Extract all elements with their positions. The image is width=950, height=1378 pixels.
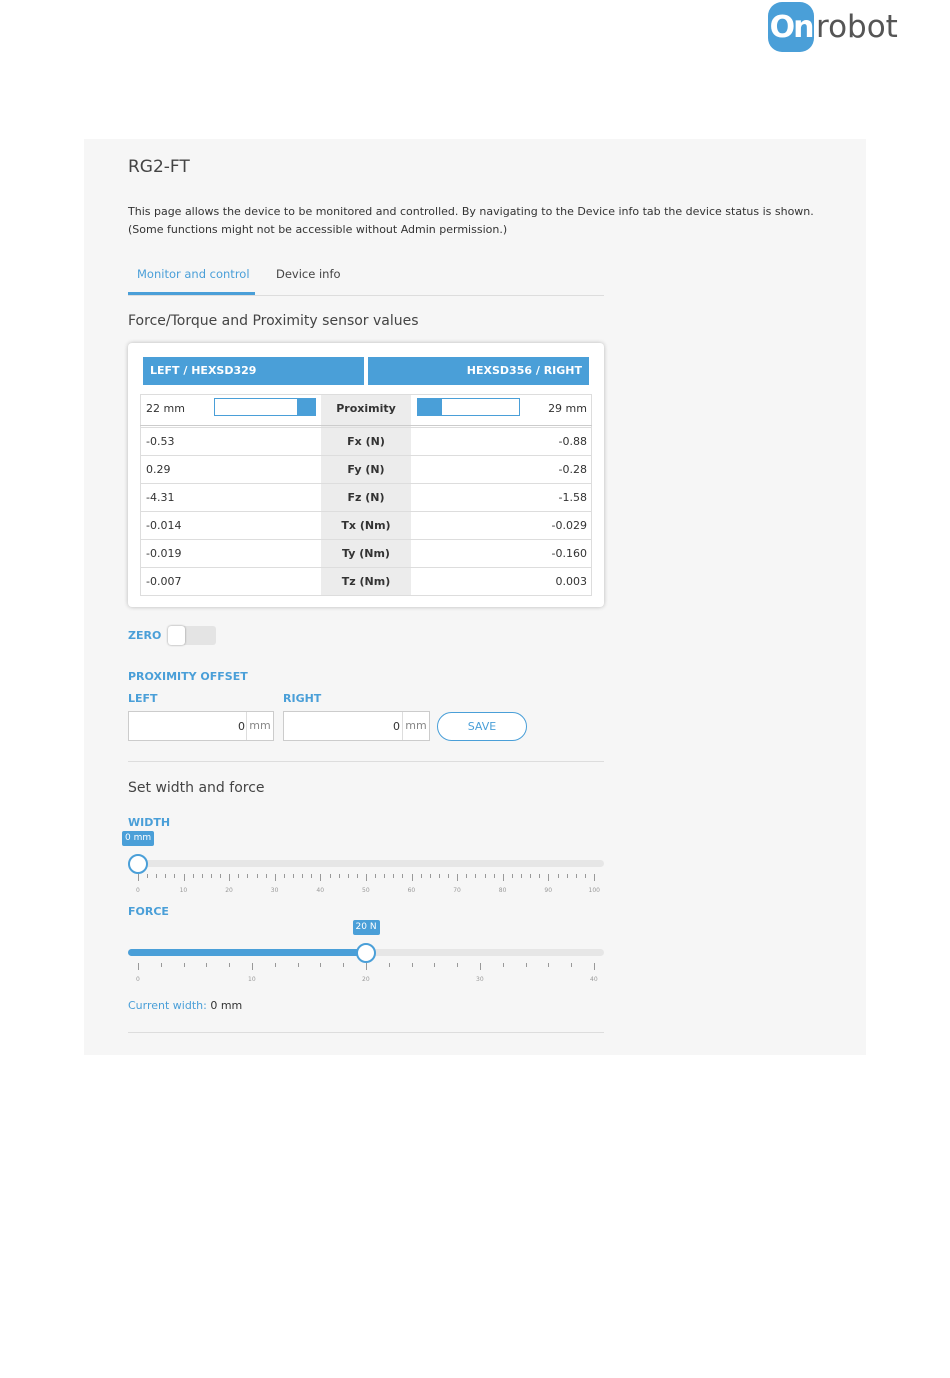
slider-tick [293,874,294,878]
sensor-section-title: Force/Torque and Proximity sensor values [128,313,419,329]
width-force-section-title: Set width and force [128,780,265,796]
page-description [128,203,828,239]
right-offset-field [283,711,430,741]
tx-label: Tx (Nm) [341,519,391,532]
right-sensor-header: HEXSD356 / RIGHT [368,357,589,385]
left-fy-value: 0.29 [146,463,171,476]
force-slider-handle[interactable] [356,943,376,963]
left-tx-value: -0.014 [146,519,182,532]
slider-tick-label: 20 [225,887,233,894]
slider-tick-label: 0 [136,887,140,894]
slider-tick-label: 10 [248,976,256,983]
slider-tick [165,874,166,878]
zero-label: ZERO [128,629,162,642]
slider-tick [512,874,513,878]
left-tz-value: -0.007 [146,575,182,588]
slider-tick [594,963,595,970]
slider-tick [238,874,239,878]
right-proximity-value: 29 mm [548,402,587,415]
slider-tick [439,874,440,878]
slider-tick [252,963,253,970]
device-panel [84,139,866,1055]
width-slider-track [128,860,604,867]
left-proximity-bar [214,398,316,416]
left-proximity-bar-fill [297,399,315,415]
slider-tick [366,874,367,881]
slider-tick [161,963,162,967]
description-line: (Some functions might not be accessible without Admin permission.) [128,223,508,236]
slider-tick-label: 50 [362,887,370,894]
proximity-label: Proximity [336,402,396,415]
right-fx-value: -0.88 [558,435,587,448]
slider-tick-label: 100 [588,887,600,894]
left-fx-value: -0.53 [146,435,175,448]
zero-toggle[interactable] [168,626,216,645]
slider-tick [571,963,572,967]
slider-tick [284,874,285,878]
slider-tick-label: 30 [476,976,484,983]
onrobot-logo [768,2,898,52]
slider-tick [184,963,185,967]
proximity-offset-title: PROXIMITY OFFSET [128,670,248,683]
slider-tick [247,874,248,878]
left-offset-field [128,711,274,741]
slider-tick [375,874,376,878]
slider-tick [156,874,157,878]
slider-tick [389,963,390,967]
slider-tick [530,874,531,878]
slider-tick [594,874,595,881]
right-tz-value: 0.003 [555,575,587,588]
left-offset-input[interactable] [129,712,247,740]
slider-tick-label: 10 [179,887,188,894]
right-fy-value: -0.28 [558,463,587,476]
slider-tick [366,963,367,970]
width-slider[interactable] [125,833,604,924]
slider-tick [412,963,413,967]
fz-label: Fz (N) [347,491,385,504]
active-tab-indicator [128,292,255,295]
right-offset-input[interactable] [284,712,402,740]
slider-tick [448,874,449,878]
slider-tick [457,874,458,881]
slider-tick [229,874,230,881]
ty-label: Ty (Nm) [342,547,390,560]
slider-tick [421,874,422,878]
right-proximity-bar [417,398,520,416]
slider-tick [466,874,467,878]
slider-tick [174,874,175,878]
slider-tick [412,874,413,881]
slider-tick [567,874,568,878]
slider-tick [393,874,394,878]
slider-tick [339,874,340,878]
slider-tick [357,874,358,878]
right-offset-unit: mm [402,712,429,740]
force-label: FORCE [128,905,169,918]
slider-tick [558,874,559,878]
slider-tick [430,874,431,878]
right-proximity-bar-fill [418,399,442,415]
tz-label: Tz (Nm) [341,575,391,588]
right-fz-value: -1.58 [558,491,587,504]
slider-tick [229,963,230,967]
right-ty-value: -0.160 [551,547,587,560]
left-offset-unit: mm [246,712,273,740]
slider-tick [266,874,267,878]
logo-text: robot [816,9,898,45]
slider-tick [298,963,299,967]
slider-tick [521,874,522,878]
slider-tick [494,874,495,878]
right-offset-label: RIGHT [283,692,322,705]
fy-label: Fy (N) [347,463,385,476]
slider-tick [503,874,504,881]
slider-tick-label: 40 [590,976,598,983]
slider-tick-label: 20 [362,976,370,983]
slider-tick-label: 40 [316,887,325,894]
slider-tick [526,963,527,967]
slider-tick-label: 90 [544,887,553,894]
fx-label: Fx (N) [347,435,385,448]
logo-mark: On [768,2,814,52]
slider-tick [457,963,458,967]
slider-tick [384,874,385,878]
slider-tick [330,874,331,878]
bottom-divider [128,1032,604,1033]
zero-toggle-knob [168,626,185,645]
force-value-bubble: 20 N [353,920,380,935]
slider-tick [539,874,540,878]
left-offset-label: LEFT [128,692,158,705]
slider-tick-label: 80 [498,887,507,894]
slider-tick [576,874,577,878]
slider-tick [311,874,312,878]
left-fz-value: -4.31 [146,491,175,504]
slider-tick [211,874,212,878]
slider-tick-label: 30 [270,887,279,894]
slider-tick [343,963,344,967]
slider-tick [320,874,321,881]
slider-tick [480,963,481,970]
tab-bar [128,261,604,296]
width-value-bubble: 0 mm [122,831,154,846]
slider-tick [585,874,586,878]
slider-tick [193,874,194,878]
current-width-value: 0 mm [210,999,243,1012]
slider-tick [548,874,549,881]
slider-tick [348,874,349,878]
slider-tick [320,963,321,967]
slider-tick [184,874,185,881]
description-line: This page allows the device to be monitored and controlled. By navigating to the Device info tab the device status is shown. [128,205,814,218]
tab-monitor-and-control[interactable]: Monitor and control [137,267,250,281]
current-width-label: Current width: [128,999,207,1012]
slider-tick [202,874,203,878]
slider-tick [138,963,139,970]
left-proximity-value: 22 mm [146,402,185,415]
sensor-values-card [128,343,604,607]
slider-tick [138,874,139,881]
right-tx-value: -0.029 [551,519,587,532]
slider-tick-label: 0 [136,976,140,983]
slider-tick [257,874,258,878]
slider-tick [206,963,207,967]
slider-tick [503,963,504,967]
slider-tick [220,874,221,878]
current-width [128,999,242,1012]
slider-tick [485,874,486,878]
slider-tick [475,874,476,878]
save-offset-button[interactable]: SAVE [437,712,527,741]
slider-tick-label: 60 [407,887,416,894]
slider-tick-label: 70 [453,887,461,894]
left-ty-value: -0.019 [146,547,182,560]
tab-device-info[interactable]: Device info [276,267,341,281]
left-sensor-header: LEFT / HEXSD329 [143,357,364,385]
width-label: WIDTH [128,816,171,829]
slider-tick [548,963,549,967]
slider-tick [275,874,276,881]
slider-tick [302,874,303,878]
width-slider-handle[interactable] [128,854,148,874]
slider-tick [402,874,403,878]
force-slider-fill [128,949,366,956]
slider-tick [147,874,148,878]
slider-tick [434,963,435,967]
divider [128,761,604,762]
slider-tick [275,963,276,967]
page-title: RG2-FT [128,157,190,177]
